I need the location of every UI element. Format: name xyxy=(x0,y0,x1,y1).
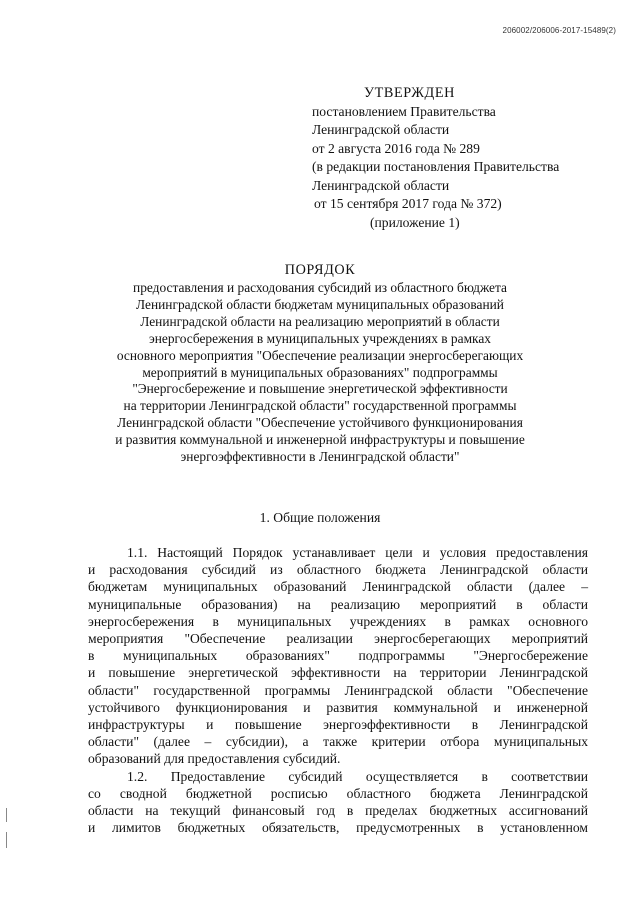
paragraph-1-2 xyxy=(88,768,588,837)
order-subtitle-line: энергоэффективности в Ленинградской области" xyxy=(180,449,460,465)
approval-line: (приложение 1) xyxy=(370,214,460,230)
paragraph-line: и расходования субсидий из областного бюджета Ленинградской области xyxy=(88,562,588,578)
paragraph-line: 1.2. Предоставление субсидий осуществляется в соответствии xyxy=(127,768,588,784)
paragraph-line: бюджетам муниципальных образований Ленинградской области (далее – xyxy=(88,579,588,595)
paragraph-line: области" (далее – субсидии), а также критерии отбора муниципальных xyxy=(88,734,588,750)
scan-margin-mark xyxy=(6,832,7,848)
paragraph-line: и лимитов бюджетных обязательств, предусмотренных в установленном xyxy=(88,820,588,836)
paragraph-line: муниципальные образования) на реализацию мероприятий в области xyxy=(88,596,588,612)
paragraph-line: энергосбережения в муниципальных учреждениях в рамках основного xyxy=(88,613,588,629)
paragraph-line: устойчивого функционирования и развития коммунальной и инженерной xyxy=(88,699,588,715)
order-subtitle-line: предоставления и расходования субсидий из областного бюджета xyxy=(133,280,507,295)
order-title: ПОРЯДОК xyxy=(284,262,356,278)
paragraph-line: мероприятия "Обеспечение реализации энергосберегающих мероприятий xyxy=(88,631,588,647)
order-subtitle-line: Ленинградской области "Обеспечение устойчивого функционирования xyxy=(117,415,523,431)
order-subtitle-line: на территории Ленинградской области" государственной программы xyxy=(123,398,517,414)
document-id: 206002/206006-2017-15489(2) xyxy=(502,26,616,35)
order-subtitle-line: и развития коммунальной и инженерной инфраструктуры и повышение xyxy=(115,432,525,448)
order-subtitle-line: Ленинградской области бюджетам муниципальных образований xyxy=(136,296,504,312)
paragraph-line: и повышение энергетической эффективности на территории Ленинградской xyxy=(88,665,588,681)
approval-stamp xyxy=(312,84,612,232)
paragraph-line: области на текущий финансовый год в пределах бюджетных ассигнований xyxy=(88,803,588,819)
paragraph-line: со сводной бюджетной росписью областного бюджета Ленинградской xyxy=(88,785,588,801)
order-subtitle xyxy=(70,280,570,466)
approval-line: Ленинградской области xyxy=(312,177,450,193)
paragraph-line: в муниципальных образованиях" подпрограммы "Энергосбережение xyxy=(88,648,588,664)
order-subtitle-line: энергосбережения в муниципальных учреждениях в рамках xyxy=(149,330,491,346)
approval-line: постановлением Правительства xyxy=(312,103,496,119)
approval-line: (в редакции постановления Правительства xyxy=(312,159,560,174)
order-subtitle-line: основного мероприятия "Обеспечение реализации энергосберегающих xyxy=(116,347,524,363)
paragraph-line: 1.1. Настоящий Порядок устанавливает цели и условия предоставления xyxy=(127,545,588,560)
section-title: 1. Общие положения xyxy=(259,510,381,525)
body-text xyxy=(88,544,588,836)
order-subtitle-line: Ленинградской области на реализацию мероприятий в области xyxy=(140,313,500,329)
order-subtitle-line: мероприятий в муниципальных образованиях" подпрограммы xyxy=(142,364,498,380)
paragraph-1-1 xyxy=(88,544,588,768)
paragraph-line: образований для предоставления субсидий. xyxy=(88,751,341,767)
scan-margin-mark xyxy=(6,808,7,822)
paragraph-line: области" государственной программы Ленинградской области "Обеспечение xyxy=(88,682,588,698)
approval-line: от 2 августа 2016 года № 289 xyxy=(312,140,480,156)
order-subtitle-line: "Энергосбережение и повышение энергетической эффективности xyxy=(132,381,508,397)
paragraph-line: инфраструктуры и повышение энергоэффективности в Ленинградской xyxy=(88,717,588,733)
approval-word: УТВЕРЖДЕН xyxy=(364,85,455,101)
approval-line: от 15 сентября 2017 года № 372) xyxy=(314,196,502,211)
approval-line: Ленинградской области xyxy=(312,122,450,137)
